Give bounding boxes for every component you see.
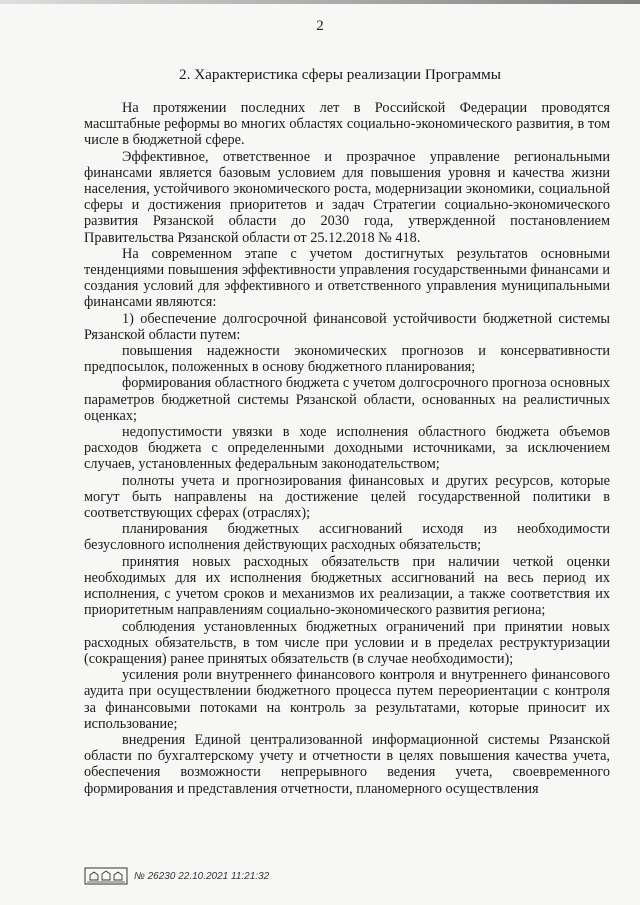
scan-edge bbox=[0, 0, 640, 4]
paragraph: принятия новых расходных обязательств при наличии четкой оценки необходимых для их исполнения бюджетных ассигнований на весь период их исполнения, с учетом сроков и механизмов их реализации, а также соответствия их приоритетным направлениям социально-экономического развития региона; bbox=[84, 553, 610, 619]
paragraph: соблюдения установленных бюджетных ограничений при принятии новых расходных обязательств, в том числе при условии и в пределах реструктуризации (сокращения) ранее принятых обязательств (в случае необходимости); bbox=[84, 618, 610, 667]
paragraph: полноты учета и прогнозирования финансовых и других ресурсов, которые могут быть направлены на достижение целей государственной политики в соответствующих сферах (отраслях); bbox=[84, 472, 610, 522]
document-registration-stamp: № 26230 22.10.2021 11:21:32 bbox=[134, 870, 270, 882]
document-body bbox=[84, 100, 610, 797]
government-logo-icon bbox=[84, 867, 128, 885]
paragraph: планирования бюджетных ассигнований исходя из необходимости безусловного исполнения действующих расходных обязательств; bbox=[84, 521, 610, 554]
paragraph: недопустимости увязки в ходе исполнения областного бюджета объемов расходов бюджета с определенными доходными источниками, за исключением случаев, установленных федеральным законодательством; bbox=[84, 424, 610, 473]
paragraph: формирования областного бюджета с учетом долгосрочного прогноза основных параметров бюджетной системы Рязанской области, основанных на реалистичных оценках; bbox=[84, 375, 610, 424]
paragraph: повышения надежности экономических прогнозов и консервативности предпосылок, положенных в основу бюджетного планирования; bbox=[84, 343, 610, 376]
section-title: 2. Характеристика сферы реализации Программы bbox=[179, 66, 501, 83]
paragraph: На протяжении последних лет в Российской Федерации проводятся масштабные реформы во многих областях социально-экономического развития, в том числе в бюджетной сфере. bbox=[84, 100, 610, 149]
paragraph: усиления роли внутреннего финансового контроля и внутреннего финансового аудита при осуществлении бюджетного процесса путем переориентации с контроля за финансовыми потоками на контроль за результатами, которые приносит их использование; bbox=[84, 667, 610, 732]
paragraph: 1) обеспечение долгосрочной финансовой устойчивости бюджетной системы Рязанской области путем: bbox=[84, 310, 610, 343]
paragraph: Эффективное, ответственное и прозрачное управление региональными финансами является базовым условием для повышения уровня и качества жизни населения, устойчивого экономического роста, модернизации экономики, социальной сферы и достижения приоритетов и задач Стратегии социально-экономического развития Рязанской области до 2030 года, утвержденной постановлением Правительства Рязанской области от 25.12.2018 № 418. bbox=[84, 148, 610, 246]
paragraph: На современном этапе с учетом достигнутых результатов основными тенденциями повышения эффективности управления государственными финансами и создания условий для эффективного и ответственного управления муниципальными финансами являются: bbox=[84, 245, 610, 311]
footer bbox=[84, 866, 269, 886]
paragraph: внедрения Единой централизованной информационной системы Рязанской области по бухгалтерскому учету и отчетности в целях повышения качества учета, обеспечения возможности непрерывного ведения учета, своевременного формирования и представления отчетности, планомерного осуществления bbox=[84, 731, 610, 797]
page-number: 2 bbox=[316, 18, 324, 34]
